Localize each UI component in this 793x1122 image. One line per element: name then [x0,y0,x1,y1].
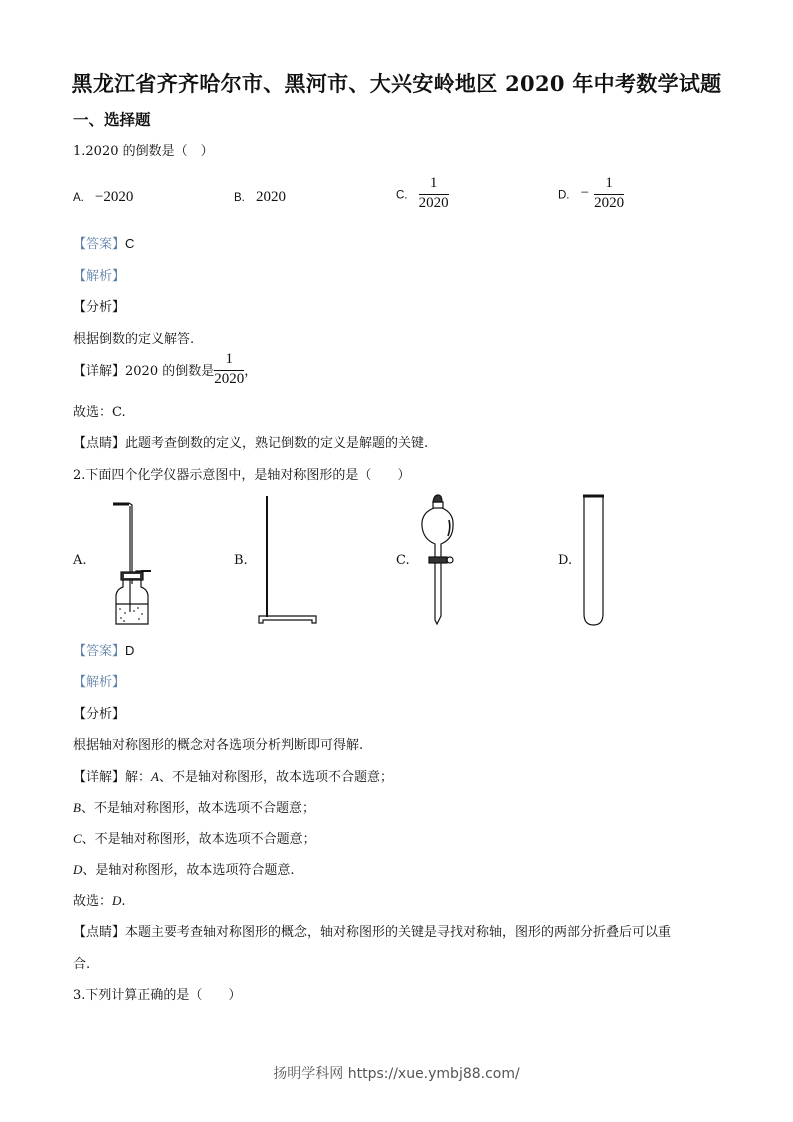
document-title: 黑龙江省齐齐哈尔市、黑河市、大兴安岭地区 2020 年中考数学试题 [71,71,722,96]
q1-answer [73,233,134,252]
dianjing-tag: 【点睛】 [73,436,126,451]
q2-detail-line-b [73,797,315,816]
option-letter: D [112,893,122,908]
detail-text: 2020 的倒数是 [125,364,215,380]
option-letter: A [151,769,159,784]
q2-analysis-tag: 【解析】 [73,675,126,690]
fraction [419,176,449,212]
dianjing-text: 本题主要考查轴对称图形的概念，轴对称图形的关键是寻找对称轴，图形的两部分折叠后可以重 [125,925,672,940]
q2-option-c-label: C. [396,553,410,568]
option-label: A. [73,192,84,204]
numerator: 1 [605,175,613,191]
option-label: D. [558,189,570,202]
answer-value: D [125,643,135,658]
q2-dianjing [73,921,671,940]
option-value: 2020 [255,189,286,205]
q1-dianjing [73,432,428,451]
answer-tag: 【答案】 [73,237,126,252]
option-label: C. [396,189,408,202]
q2-choose [73,890,126,909]
numerator: 1 [429,175,438,191]
minus-sign: − [580,185,590,202]
q1-detail [73,352,257,388]
numerator: 1 [225,351,233,367]
detail-text: 、不是轴对称图形，故本选项不合题意； [158,770,393,785]
q1-option-c [396,176,449,212]
q2-detail-line-a [73,766,393,785]
denominator: 2020 [594,194,625,211]
option-label: B. [234,192,245,204]
q2-fenxi-tag: 【分析】 [73,707,126,722]
option-value: −2020 [94,189,134,205]
q1-fenxi-text: 根据倒数的定义解答. [73,332,195,347]
answer-tag: 【答案】 [73,644,126,659]
option-letter: C [73,831,82,846]
answer-value: C [125,236,135,251]
option-letter: D [73,862,83,877]
q2-detail-line-c [73,828,316,847]
iron-stand-icon [254,492,324,628]
q1-analysis-tag: 【解析】 [73,269,126,284]
q2-option-a-label: A. [73,553,87,568]
q1-choose: 故选：C. [73,405,126,420]
fraction [214,352,244,388]
q2-detail-line-d [73,859,295,878]
q2-dianjing-line2: 合. [73,957,91,972]
q1-option-a [73,186,133,206]
q1-stem: 1.2020 的倒数是（ ） [73,144,214,159]
section-heading: 一、选择题 [73,110,151,129]
choose-tail: . [121,894,126,909]
fraction [594,176,624,212]
choose-prefix: 故选： [73,894,113,909]
q1-option-b [234,186,286,206]
footer-watermark: 扬明学科网 https://xue.ymbj88.com/ [273,1066,520,1082]
denominator: 2020 [418,194,449,211]
q1-fenxi-tag: 【分析】 [73,300,126,315]
test-tube-icon [580,492,610,628]
dianjing-text: 此题考查倒数的定义，熟记倒数的定义是解题的关键. [125,436,429,451]
separatory-funnel-icon [418,492,468,628]
detail-tag: 【详解】 [73,364,126,380]
dianjing-tag: 【点睛】 [73,925,126,940]
q3-stem: 3.下列计算正确的是（ ） [73,988,242,1003]
gas-washing-bottle-icon [95,492,165,628]
option-letter: B [73,800,81,815]
q2-option-b-label: B. [234,553,248,568]
detail-text: 、不是轴对称图形，故本选项不合题意； [81,832,316,847]
detail-text: 、不是轴对称图形，故本选项不合题意； [80,801,315,816]
detail-text: 、是轴对称图形，故本选项符合题意. [82,863,295,878]
q2-stem: 2.下面四个化学仪器示意图中，是轴对称图形的是（ ） [73,468,411,483]
q1-option-d [558,176,624,212]
detail-tag: 【详解】 [73,770,126,785]
denominator: 2020 [214,370,245,387]
detail-prefix: 解： [125,770,152,785]
q2-fenxi-text: 根据轴对称图形的概念对各选项分析判断即可得解. [73,738,364,753]
detail-tail: ， [244,364,258,380]
q2-option-d-label: D. [558,553,573,568]
q2-answer [73,640,134,659]
